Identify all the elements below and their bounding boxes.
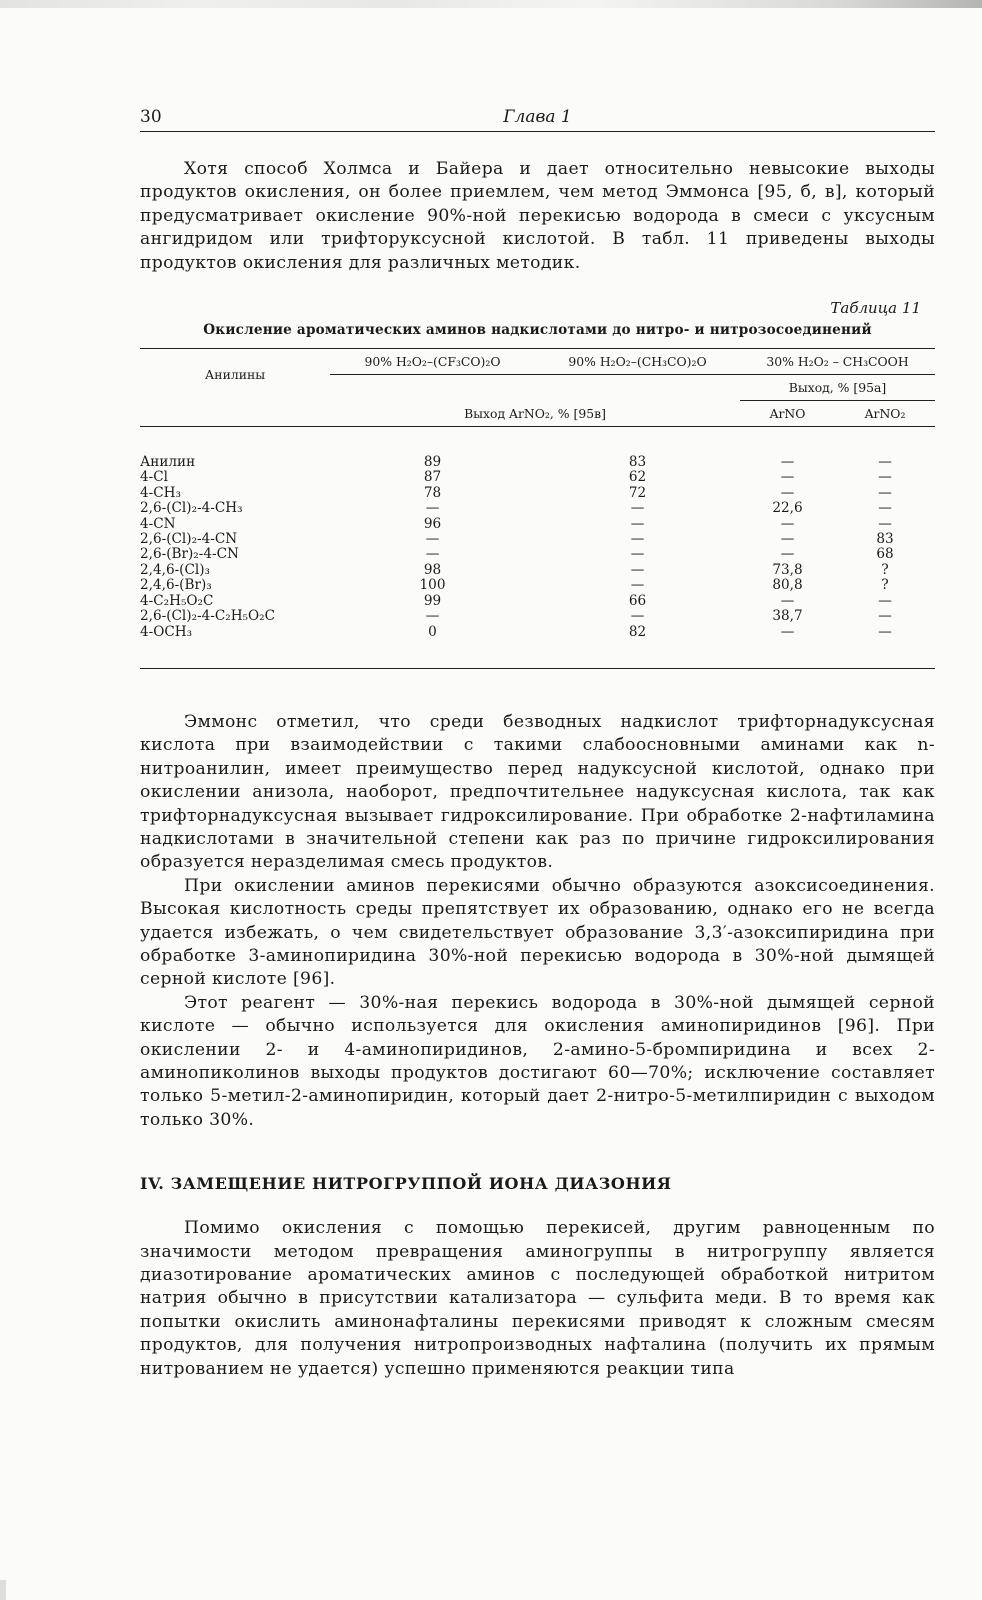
page: [140, 105, 935, 1381]
cell-cf3: 99: [423, 592, 442, 609]
section-heading: IV. ЗАМЕЩЕНИЕ НИТРОГРУППОЙ ИОНА ДИАЗОНИЯ: [140, 1174, 672, 1194]
table-title: Окисление ароматических аминов надкислотами до нитро- и нитрозосоединений: [203, 322, 872, 339]
table-row: [140, 486, 935, 501]
paragraph: Эммонс отметил, что среди безводных надкислот трифторнадуксусная кислота при взаимодействии с такими слабоосновными аминами как n-нитроанилин, имеет преимущество перед надуксусной кислотой, однако при окислении анизола, наоборот, предпочтительнее надуксусная кислота, так как трифторнадуксусная вызывает гидроксилирование. При обработке 2-нафтиламина надкислотами в значительной степени как раз по причине гидроксилирования образуется неразделимая смесь продуктов.: [140, 711, 935, 873]
table-row: [140, 625, 935, 669]
cell-cf3: 98: [423, 561, 442, 578]
cell-cf3: 100: [419, 577, 446, 594]
cell-aniline: 2,4,6-(Br)₃: [140, 577, 212, 594]
paragraph: Хотя способ Холмса и Байера и дает относительно невысокие выходы продуктов окисления, он более приемлем, чем метод Эммонса [95, б, в], который предусматривает окисление 90%-ной перекисью водорода в смеси с уксусным ангидридом или трифторуксусной кислотой. В табл. 11 приведены выходы продуктов окисления для различных методик.: [140, 159, 935, 273]
paragraph: При окислении аминов перекисями обычно образуются азоксисоединения. Высокая кислотность среды препятствует их образованию, однако его не всегда удается избежать, о чем свидетельствует образование 3,3′-азоксипиридина при обработке 3-аминопиридина 30%-ной перекисью водорода в 30%-ной дымящей серной кислоте [96].: [140, 875, 935, 990]
cell-arno: —: [780, 623, 795, 640]
table-caption: Таблица 11: [830, 299, 921, 318]
col-header-arno2: ArNO₂: [864, 406, 906, 422]
table-row: [140, 563, 935, 578]
cell-ch3: 82: [628, 623, 647, 640]
paragraph: Этот реагент — 30%-ная перекись водорода в 30%-ной дымящей серной кислоте — обычно используется для окисления аминопиридинов [96]. При окислении 2- и 4-аминопиридинов, 2-амино-5-бромпиридина и всех 2-аминопиколинов выходы продуктов достигают 60—70%; исключение составляет только 5-метил-2-аминопиридин, который дает 2-нитро-5-метилпиридин с выходом только 30%.: [140, 992, 935, 1130]
cell-arno2: —: [878, 469, 892, 486]
cell-ch3: 83: [628, 454, 647, 471]
cell-aniline: 2,6-(Br)₂-4-CN: [140, 546, 239, 563]
cell-ch3: —: [630, 500, 645, 517]
col-header-aniline: Анилины: [204, 367, 266, 383]
cell-aniline: Анилин: [140, 454, 196, 471]
cell-arno: —: [780, 469, 795, 486]
col-header-arno: ArNO: [769, 406, 806, 422]
cell-arno2: —: [878, 592, 892, 609]
table-row: [140, 470, 935, 485]
cell-cf3: 96: [423, 515, 442, 532]
cell-cf3: —: [425, 500, 440, 517]
running-head: [140, 105, 935, 132]
cell-arno: 73,8: [772, 561, 803, 578]
col-header-cf3: 90% H₂O₂–(CF₃CO)₂O: [330, 349, 535, 375]
cell-cf3: —: [425, 531, 440, 548]
table-row: [140, 517, 935, 532]
cell-aniline: 2,6-(Cl)₂-4-CH₃: [140, 500, 243, 517]
cell-arno2: —: [878, 484, 892, 501]
cell-arno: —: [780, 484, 795, 501]
cell-ch3: —: [630, 577, 645, 594]
cell-arno: —: [780, 592, 795, 609]
cell-ch3: —: [630, 531, 645, 548]
cell-cf3: 89: [423, 454, 442, 471]
col-header-ch3: 90% H₂O₂–(CH₃CO)₂O: [535, 349, 740, 375]
col-subheader-95b: Выход ArNO₂, % [95в]: [464, 405, 606, 421]
cell-ch3: —: [630, 515, 645, 532]
cell-aniline: 4-Cl: [140, 469, 168, 486]
scan-artifact-edge: [0, 1580, 6, 1600]
chapter-title: Глава 1: [503, 107, 572, 127]
cell-ch3: 66: [628, 592, 647, 609]
cell-arno: 38,7: [772, 608, 803, 625]
table-row: [140, 427, 935, 471]
cell-arno2: —: [878, 623, 892, 640]
cell-arno2: 83: [876, 531, 894, 548]
cell-arno: —: [780, 454, 795, 471]
cell-ch3: —: [630, 608, 645, 625]
cell-cf3: —: [425, 608, 440, 625]
scan-artifact-top: [0, 0, 982, 8]
cell-arno: 22,6: [772, 500, 803, 517]
cell-arno: —: [780, 515, 795, 532]
data-table: [140, 348, 935, 669]
cell-arno2: ?: [881, 561, 889, 578]
table-row: [140, 594, 935, 609]
cell-arno2: 68: [876, 546, 894, 563]
cell-aniline: 2,6-(Cl)₂-4-C₂H₅O₂C: [140, 608, 276, 625]
cell-aniline: 4-C₂H₅O₂C: [140, 592, 214, 609]
cell-ch3: 72: [628, 484, 647, 501]
cell-ch3: —: [630, 561, 645, 578]
cell-cf3: 87: [423, 469, 442, 486]
table-row: [140, 501, 935, 516]
cell-aniline: 4-CH₃: [140, 484, 181, 501]
page-number: 30: [140, 107, 162, 127]
cell-ch3: —: [630, 546, 645, 563]
cell-arno2: —: [878, 454, 892, 471]
cell-ch3: 62: [628, 469, 647, 486]
cell-cf3: 0: [428, 623, 437, 640]
table-row: [140, 609, 935, 624]
cell-aniline: 2,6-(Cl)₂-4-CN: [140, 531, 238, 548]
cell-aniline: 2,4,6-(Cl)₃: [140, 561, 210, 578]
table-row: [140, 532, 935, 547]
cell-cf3: —: [425, 546, 440, 563]
cell-arno2: ?: [881, 577, 889, 594]
cell-arno2: —: [878, 608, 892, 625]
table-row: [140, 547, 935, 562]
table-row: [140, 578, 935, 593]
cell-cf3: 78: [423, 484, 442, 501]
cell-arno2: —: [878, 500, 892, 517]
cell-arno: —: [780, 531, 795, 548]
paragraph: Помимо окисления с помощью перекисей, другим равноценным по значимости методом превращения аминогруппы в нитрогруппу является диазотирование ароматических аминов с последующей обработкой нитритом натрия обычно в присутствии катализатора — сульфита меди. В то время как попытки окислить аминонафталины перекисями приводят к сложным смесям продуктов, для получения нитропроизводных нафталина (получить их прямым нитрованием не удается) успешно применяются реакции типа: [140, 1218, 935, 1379]
col-subheader-95a: Выход, % [95а]: [740, 375, 935, 401]
cell-aniline: 4-CN: [140, 515, 176, 532]
cell-arno2: —: [878, 515, 892, 532]
col-header-30: 30% H₂O₂ – CH₃COOH: [740, 349, 935, 375]
cell-arno: —: [780, 546, 795, 563]
cell-aniline: 4-OCH₃: [140, 623, 193, 640]
table-body: [140, 427, 935, 669]
cell-arno: 80,8: [772, 577, 803, 594]
